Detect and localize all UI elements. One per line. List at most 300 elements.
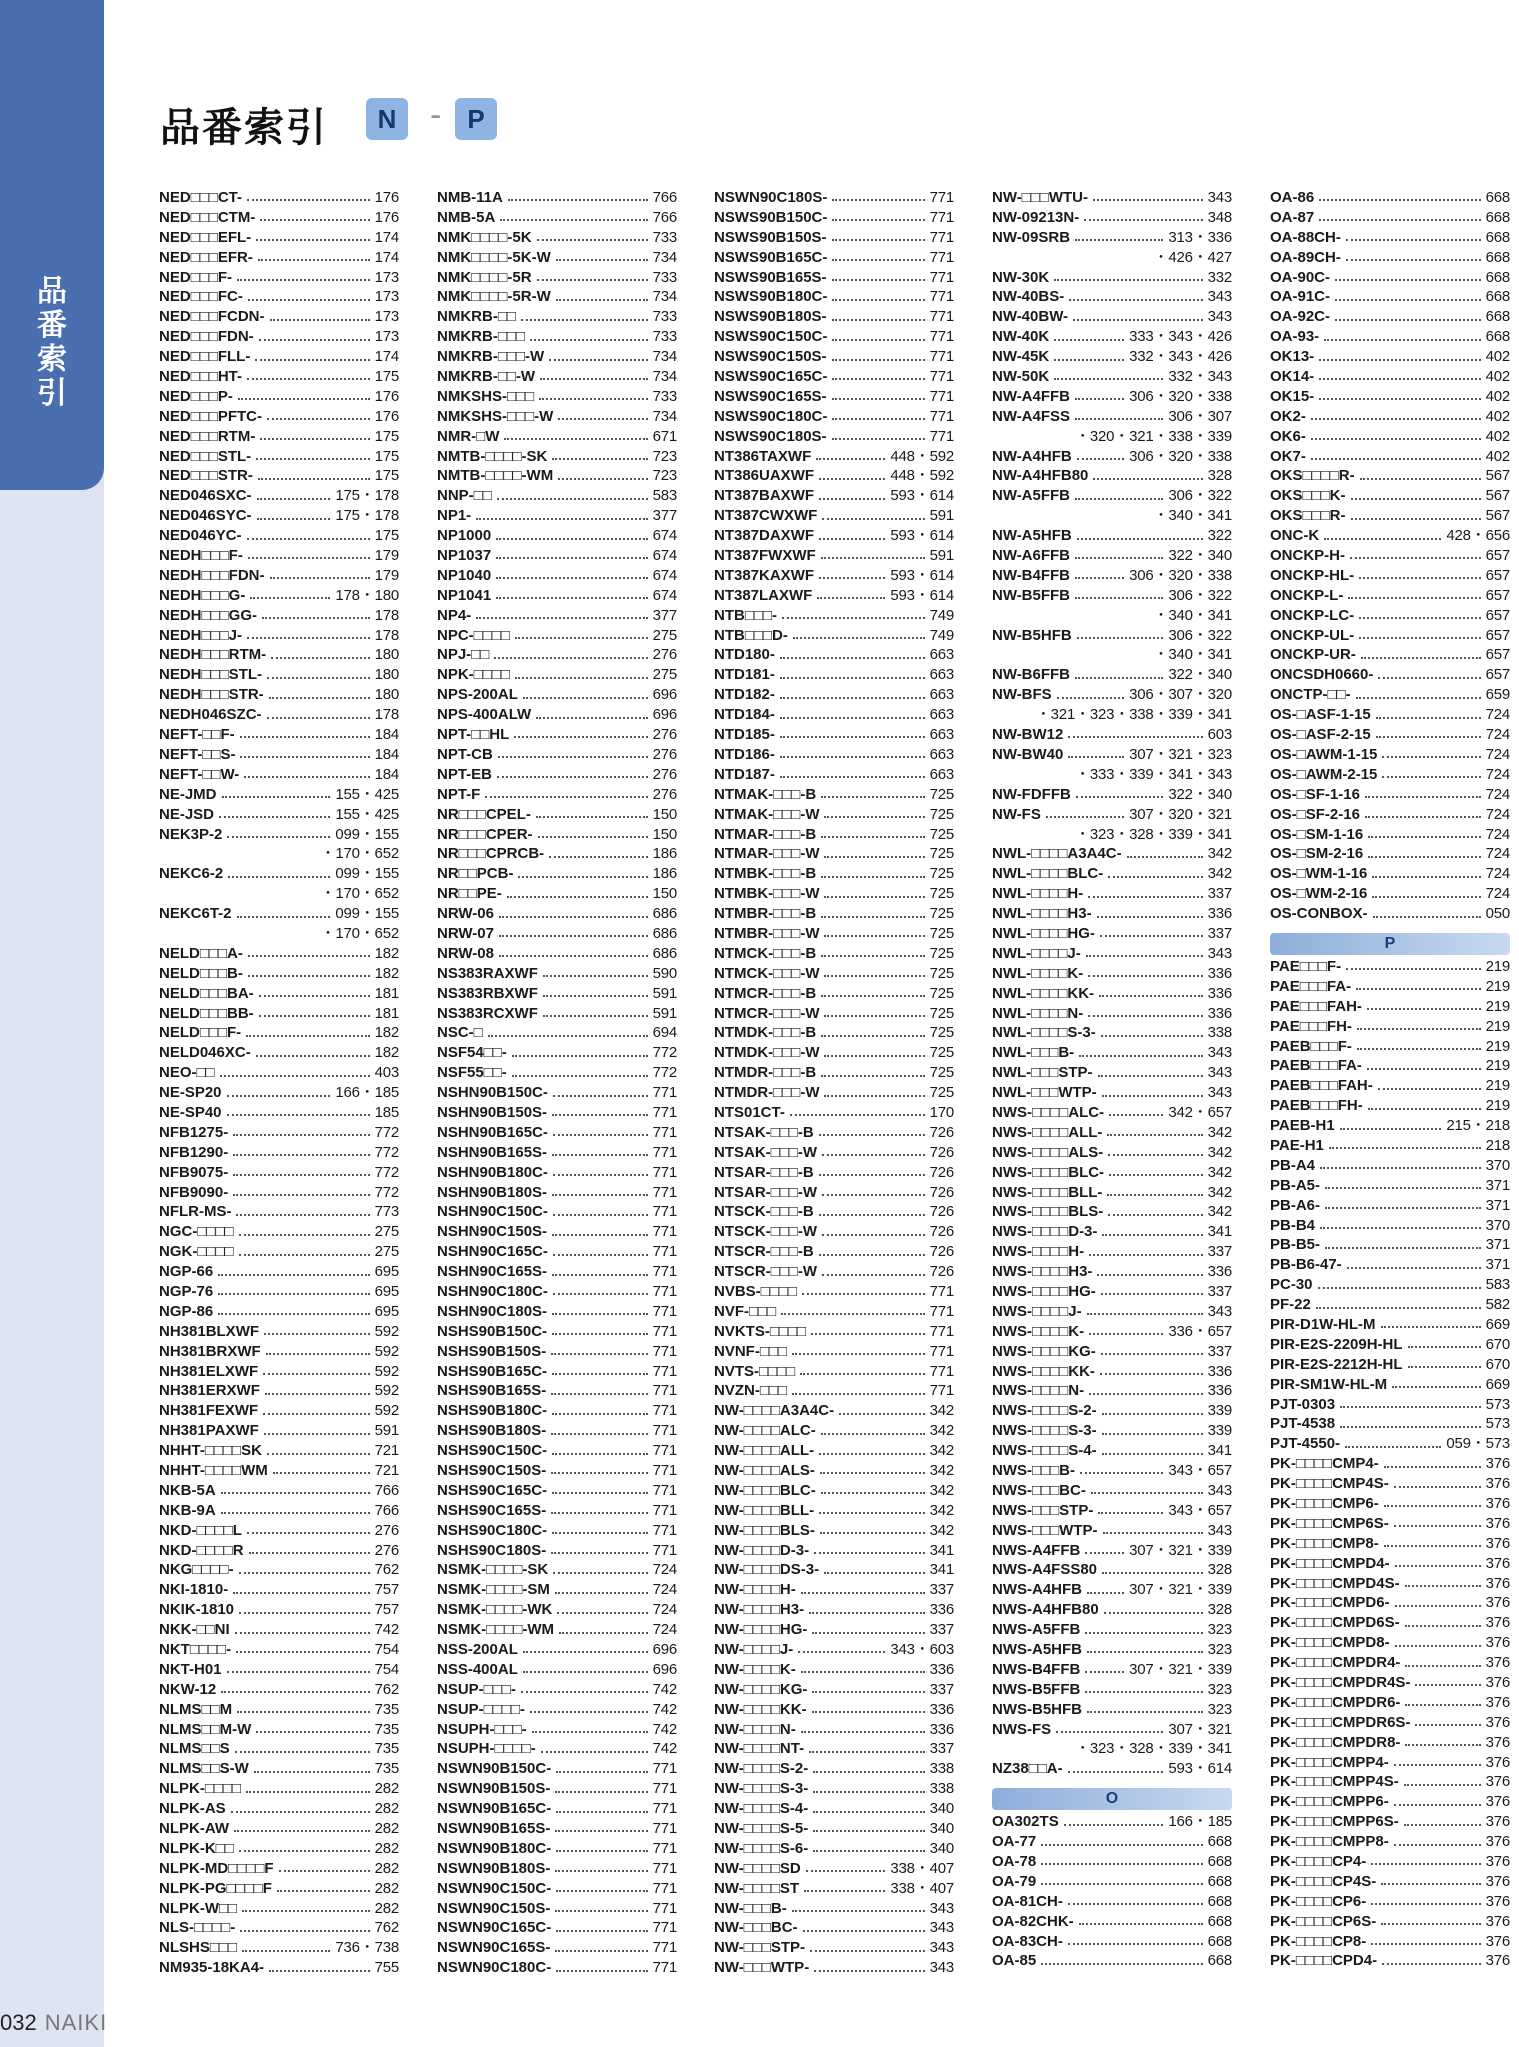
index-entry (159, 268, 399, 288)
part-number: PAEB□□□FH- (1270, 1097, 1363, 1115)
page-reference: 657 (1485, 547, 1510, 565)
leader-dots (1086, 954, 1203, 957)
index-entry (437, 367, 677, 387)
index-entry (992, 1143, 1232, 1163)
part-number: NLS-□□□□- (159, 1919, 236, 1937)
part-number: NH381FEXWF (159, 1402, 259, 1420)
index-entry (1270, 1574, 1510, 1594)
part-number: PK-□□□□CMPP4- (1270, 1753, 1389, 1771)
part-number: PK-□□□□CMP4S- (1270, 1475, 1389, 1493)
page-reference: 328 (1207, 1561, 1232, 1579)
part-number: OA-82CHK- (992, 1912, 1074, 1930)
leader-dots (497, 497, 648, 500)
leader-dots (556, 1810, 647, 1813)
part-number: NE-JSD (159, 805, 215, 823)
leader-dots (1109, 1173, 1203, 1176)
leader-dots (497, 775, 648, 778)
index-entry (714, 347, 954, 367)
part-number: OA-92C- (1270, 308, 1331, 326)
page-reference: 725 (929, 825, 954, 843)
index-entry (714, 1759, 954, 1779)
leader-dots (812, 1710, 925, 1713)
leader-dots (556, 1929, 647, 1932)
leader-dots (1068, 1902, 1203, 1905)
page-reference: 573 (1485, 1395, 1510, 1413)
part-number: OA-85 (992, 1952, 1037, 1970)
index-entry (437, 1938, 677, 1958)
part-number: ONCKP-UR- (1270, 646, 1356, 664)
page-reference: 323 (1207, 1621, 1232, 1639)
index-entry (714, 307, 954, 327)
page-reference: 175 (374, 527, 399, 545)
page-reference: 342 (1207, 865, 1232, 883)
part-number: ONCTP-□□- (1270, 686, 1351, 704)
part-number: PB-A4 (1270, 1156, 1316, 1174)
page-reference: 695 (374, 1282, 399, 1300)
index-entry (159, 407, 399, 427)
page-reference: ・333・339・341・343 (1075, 765, 1232, 783)
leader-dots (553, 1094, 648, 1097)
leader-dots (238, 397, 370, 400)
part-number: NGK-□□□□ (159, 1243, 234, 1261)
page-reference: 328 (1207, 1601, 1232, 1619)
part-number: NED□□□STR- (159, 467, 253, 485)
section-heading-o: O (992, 1788, 1232, 1810)
page-reference: 771 (929, 248, 954, 266)
page-reference: 771 (652, 1103, 677, 1121)
page-reference: 724 (1485, 765, 1510, 783)
leader-dots (247, 537, 370, 540)
leader-dots (515, 636, 648, 639)
page-reference: 771 (652, 1541, 677, 1559)
leader-dots (1371, 1862, 1480, 1865)
part-number: PK-□□□□CMPP4S- (1270, 1773, 1399, 1791)
index-entry (714, 1680, 954, 1700)
part-number: NMK□□□□-5K (437, 228, 532, 246)
part-number: NTMBR-□□□-B (714, 905, 817, 923)
leader-dots (553, 1253, 648, 1256)
index-entry (437, 248, 677, 268)
part-number: PK-□□□□CP6S- (1270, 1912, 1377, 1930)
page-reference: 771 (929, 407, 954, 425)
leader-dots (1097, 1273, 1202, 1276)
leader-dots (819, 497, 885, 500)
index-entry (159, 506, 399, 526)
page-reference: 377 (652, 606, 677, 624)
leader-dots (1087, 1312, 1203, 1315)
page-reference: 668 (1207, 1952, 1232, 1970)
index-entry (437, 566, 677, 586)
leader-dots (1311, 457, 1481, 460)
part-number: PB-B6-47- (1270, 1256, 1342, 1274)
part-number: NWS-□□□□S-2- (992, 1402, 1097, 1420)
page-reference: 696 (652, 706, 677, 724)
index-entry (437, 1282, 677, 1302)
part-number: PAEB□□□FA- (1270, 1057, 1362, 1075)
index-entry (437, 705, 677, 725)
part-number: NWS-□□□□KG- (992, 1342, 1096, 1360)
part-number: NED046YC- (159, 527, 242, 545)
index-entry (714, 1242, 954, 1262)
part-number: NSHS90B150C- (437, 1322, 548, 1340)
part-number: NW-□□□□K- (714, 1660, 796, 1678)
index-entry (159, 387, 399, 407)
leader-dots (235, 1631, 370, 1634)
leader-dots (248, 974, 370, 977)
part-number: NWL-□□□□H3- (992, 905, 1092, 923)
part-number: NMKRB-□□□ (437, 328, 526, 346)
index-entry (159, 1521, 399, 1541)
index-entry (992, 268, 1232, 288)
leader-dots (551, 1551, 647, 1554)
page-reference: 668 (1207, 1833, 1232, 1851)
index-entry (437, 1063, 677, 1083)
leader-dots (552, 1193, 648, 1196)
part-number: NED□□□FCDN- (159, 308, 265, 326)
index-entry (992, 1242, 1232, 1262)
part-number: NFB9090- (159, 1183, 229, 1201)
part-number: NWS-□□□□N- (992, 1382, 1085, 1400)
part-number: NTMCR-□□□-W (714, 1004, 820, 1022)
part-number: NSHN90C165C- (437, 1243, 548, 1261)
page-reference: 307・321 (1168, 1720, 1232, 1738)
page-reference: 402 (1485, 447, 1510, 465)
leader-dots (810, 1949, 925, 1952)
part-number: PK-□□□□CP8- (1270, 1932, 1367, 1950)
index-entry (1270, 1593, 1510, 1613)
index-entry (437, 1123, 677, 1143)
part-number: OS-□SM-2-16 (1270, 845, 1364, 863)
part-number: NWS-□□□STP- (992, 1501, 1094, 1519)
index-entry (437, 1759, 677, 1779)
part-number: NED□□□RTM- (159, 427, 256, 445)
page-reference: 175 (374, 467, 399, 485)
part-number: NTD187- (714, 765, 775, 783)
page-reference: 376 (1485, 1892, 1510, 1910)
part-number: NMKSHS-□□□-W (437, 407, 554, 425)
leader-dots (536, 716, 647, 719)
index-entry (159, 1600, 399, 1620)
index-entry (437, 1242, 677, 1262)
index-entry (437, 1918, 677, 1938)
leader-dots (1359, 616, 1480, 619)
index-entry (437, 1143, 677, 1163)
part-number: NSWN90B150C- (437, 1760, 552, 1778)
index-entry (159, 685, 399, 705)
page-reference: 771 (652, 1322, 677, 1340)
leader-dots (801, 1730, 925, 1733)
index-entry (159, 944, 399, 964)
page-reference: 772 (374, 1163, 399, 1181)
leader-dots (1075, 238, 1163, 241)
page-reference: 342 (1207, 1203, 1232, 1221)
index-entry (437, 685, 677, 705)
part-number: NW-□□□□H- (714, 1581, 796, 1599)
index-entry (1270, 1892, 1510, 1912)
leader-dots (248, 954, 370, 957)
part-number: PK-□□□□CP6- (1270, 1892, 1367, 1910)
index-entry (437, 1401, 677, 1421)
leader-dots (1101, 1292, 1203, 1295)
part-number: NSMK-□□□□-WM (437, 1621, 555, 1639)
part-number: NTD182- (714, 686, 775, 704)
part-number: OS-□ASF-2-15 (1270, 726, 1371, 744)
page-reference: 343 (929, 1959, 954, 1977)
page-reference: 276 (652, 726, 677, 744)
index-entry (437, 1799, 677, 1819)
index-entry (992, 347, 1232, 367)
part-number: NWL-□□□□HG- (992, 924, 1095, 942)
part-number: OK7- (1270, 447, 1306, 465)
part-number: NSF54□□- (437, 1044, 507, 1062)
part-number: NWS-□□□□H- (992, 1243, 1085, 1261)
part-number: NFLR-MS- (159, 1203, 232, 1221)
index-entry (1270, 1076, 1510, 1096)
index-entry (159, 466, 399, 486)
index-entry (159, 1043, 399, 1063)
leader-dots (555, 1949, 647, 1952)
part-number: PK-□□□□CPD4- (1270, 1952, 1378, 1970)
leader-dots (239, 1849, 370, 1852)
page-reference: 734 (652, 288, 677, 306)
leader-dots (813, 1790, 924, 1793)
page-reference: 668 (1207, 1892, 1232, 1910)
index-entry (714, 1461, 954, 1481)
part-number: NP1040 (437, 566, 492, 584)
index-entry (714, 427, 954, 447)
index-entry (1270, 407, 1510, 427)
leader-dots (832, 318, 925, 321)
index-entry (714, 1640, 954, 1660)
index-entry (437, 1521, 677, 1541)
index-entry (159, 526, 399, 546)
index-entry (992, 367, 1232, 387)
index-entry (992, 1202, 1232, 1222)
leader-dots (246, 1790, 369, 1793)
part-number: PK-□□□□CMP6S- (1270, 1514, 1389, 1532)
index-entry (437, 526, 677, 546)
index-entry (992, 785, 1232, 805)
part-number: NPJ-□□ (437, 646, 490, 664)
page-reference: 307・321・339 (1129, 1581, 1232, 1599)
page-reference: 754 (374, 1660, 399, 1678)
index-entry (714, 1700, 954, 1720)
leader-dots (1378, 1087, 1481, 1090)
leader-dots (1099, 994, 1203, 997)
leader-dots (819, 477, 885, 480)
part-number: NTMDK-□□□-B (714, 1024, 817, 1042)
index-entry (1270, 1315, 1510, 1335)
leader-dots (558, 477, 647, 480)
leader-dots (824, 815, 924, 818)
page-reference: 771 (652, 1442, 677, 1460)
index-entry (714, 725, 954, 745)
index-entry (159, 1163, 399, 1183)
part-number: PB-B4 (1270, 1216, 1316, 1234)
index-entry (714, 1839, 954, 1859)
page-reference: 343 (1207, 944, 1232, 962)
page-reference: 591 (929, 507, 954, 525)
leader-dots (552, 1153, 648, 1156)
part-number: NKD-□□□□R (159, 1541, 244, 1559)
index-entry (992, 1620, 1232, 1640)
page-reference: 219 (1485, 1057, 1510, 1075)
index-entry (1270, 506, 1510, 526)
index-entry (437, 1481, 677, 1501)
index-entry (159, 347, 399, 367)
leader-dots (1103, 1531, 1203, 1534)
part-number: NSWN90C165C- (437, 1919, 552, 1937)
index-entry (159, 1063, 399, 1083)
part-number: NSHS90B180S- (437, 1422, 547, 1440)
index-entry (437, 466, 677, 486)
page-reference: 340 (929, 1800, 954, 1818)
leader-dots (1395, 1604, 1481, 1607)
page-reference: 170 (929, 1103, 954, 1121)
part-number: NEDH□□□STL- (159, 666, 263, 684)
page-reference: 686 (652, 905, 677, 923)
part-number: NSF55□□- (437, 1064, 507, 1082)
page-reference: 184 (374, 726, 399, 744)
page-reference: 771 (652, 1859, 677, 1877)
page-reference: 668 (1207, 1872, 1232, 1890)
page-reference: 726 (929, 1143, 954, 1161)
index-entry (159, 964, 399, 984)
part-number: NWL-□□□□H- (992, 885, 1084, 903)
index-entry (1270, 665, 1510, 685)
index-entry (437, 1819, 677, 1839)
page-reference: 402 (1485, 387, 1510, 405)
part-number: NW-□□□□HG- (714, 1621, 808, 1639)
leader-dots (1091, 1491, 1203, 1494)
leader-dots (1085, 1690, 1202, 1693)
page-reference: 771 (652, 1820, 677, 1838)
part-number: NMR-□W (437, 427, 500, 445)
index-entry-continuation (992, 705, 1232, 725)
page-reference: 178 (374, 626, 399, 644)
index-entry (159, 208, 399, 228)
page-reference: 219 (1485, 1097, 1510, 1115)
page-reference: 593・614 (890, 586, 954, 604)
part-number: NWL-□□□□N- (992, 1004, 1084, 1022)
page-reference: 348 (1207, 208, 1232, 226)
index-entry (714, 407, 954, 427)
index-entry (1270, 447, 1510, 467)
index-entry (992, 944, 1232, 964)
page-reference: 724 (1485, 885, 1510, 903)
page-reference: ・321・323・338・339・341 (1035, 706, 1232, 724)
leader-dots (247, 636, 370, 639)
leader-dots (233, 1133, 369, 1136)
index-entry (714, 1620, 954, 1640)
part-number: NP1- (437, 507, 472, 525)
range-end-badge: P (455, 98, 497, 140)
leader-dots (1350, 556, 1481, 559)
part-number: NWS-□□□WTP- (992, 1521, 1098, 1539)
leader-dots (540, 377, 647, 380)
page-reference: 306・320・338 (1129, 387, 1232, 405)
index-entry (714, 705, 954, 725)
part-number: NT387LAXWF (714, 586, 813, 604)
part-number: NEDH046SZC- (159, 706, 262, 724)
part-number: NELD□□□BB- (159, 1004, 254, 1022)
index-entry (992, 387, 1232, 407)
part-number: ONCKP-LC- (1270, 606, 1355, 624)
index-entry (159, 665, 399, 685)
page-reference: 376 (1485, 1534, 1510, 1552)
page-reference: 184 (374, 745, 399, 763)
leader-dots (242, 1949, 330, 1952)
page-reference: 668 (1207, 1853, 1232, 1871)
part-number: NNP-□□ (437, 487, 492, 505)
page-reference: 733 (652, 328, 677, 346)
leader-dots (508, 198, 648, 201)
part-number: NSHN90C165S- (437, 1263, 548, 1281)
part-number: NTB□□□D- (714, 626, 788, 644)
page-reference: 322・340 (1168, 785, 1232, 803)
part-number: NEFT-□□F- (159, 726, 235, 744)
part-number: NED046SXC- (159, 487, 252, 505)
page-reference: 725 (929, 905, 954, 923)
leader-dots (1088, 1014, 1202, 1017)
page-reference: 182 (374, 1024, 399, 1042)
part-number: NW-□□□□ALS- (714, 1462, 815, 1479)
part-number: NEDH□□□STR- (159, 686, 264, 704)
part-number: NP4- (437, 606, 472, 624)
index-entry (714, 1720, 954, 1740)
page-reference: 448・592 (890, 447, 954, 465)
part-number: NKIK-1810 (159, 1601, 235, 1619)
page-reference: 696 (652, 1641, 677, 1659)
index-entry (1270, 705, 1510, 725)
index-entry (437, 904, 677, 924)
leader-dots (1392, 1385, 1480, 1388)
leader-dots (1098, 1074, 1203, 1077)
leader-dots (543, 1014, 648, 1017)
page-reference: 343 (1207, 1044, 1232, 1062)
index-entry (714, 1381, 954, 1401)
index-entry (1270, 1653, 1510, 1673)
leader-dots (530, 338, 648, 341)
page-reference: ・323・328・339・341 (1075, 825, 1232, 843)
part-number: NW-FS (992, 805, 1041, 823)
part-number: NEDH□□□G- (159, 586, 246, 604)
index-entry (437, 1660, 677, 1680)
index-entry (159, 1958, 399, 1978)
page-reference: 336 (1207, 1263, 1232, 1281)
page-reference: 166・185 (1168, 1813, 1232, 1831)
page-reference: 307・321・323 (1129, 745, 1232, 763)
index-entry (437, 486, 677, 506)
page-reference: 567 (1485, 487, 1510, 505)
part-number: NLPK-MD□□□□F (159, 1859, 274, 1877)
part-number: OK15- (1270, 387, 1315, 405)
leader-dots (521, 1690, 648, 1693)
index-entry (159, 486, 399, 506)
page-reference: 338・407 (890, 1879, 954, 1897)
part-number: NKT-H01 (159, 1660, 222, 1678)
part-number: NSHN90C180S- (437, 1302, 548, 1320)
page-reference: 771 (652, 1800, 677, 1818)
index-entry (992, 1004, 1232, 1024)
part-number: NTSCK-□□□-B (714, 1203, 814, 1221)
part-number: NR□□PCB- (437, 865, 514, 883)
leader-dots (264, 1432, 370, 1435)
page-reference: 342 (1207, 1123, 1232, 1141)
index-entry (714, 1163, 954, 1183)
leader-dots (1394, 1524, 1481, 1527)
page-reference: 733 (652, 228, 677, 246)
